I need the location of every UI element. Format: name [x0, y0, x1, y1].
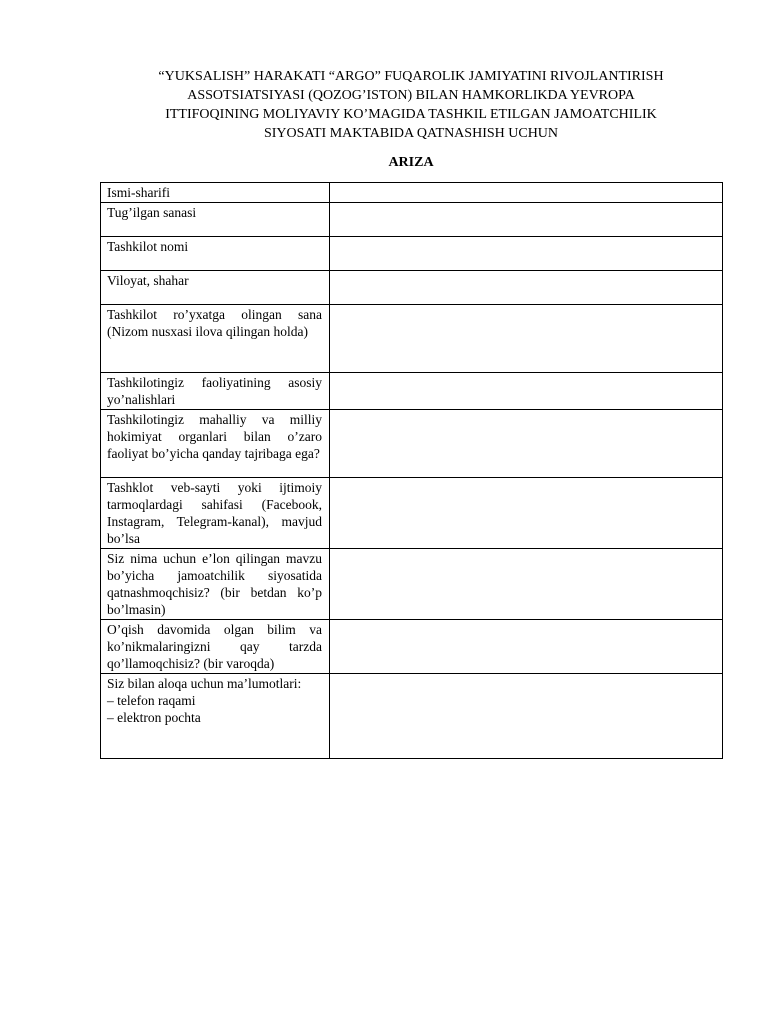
table-row — [101, 271, 723, 305]
table-row — [101, 373, 723, 410]
field-label-line: Viloyat, shahar — [107, 273, 189, 288]
field-value-cell[interactable] — [330, 237, 723, 271]
field-value-cell[interactable] — [330, 674, 723, 759]
table-row — [101, 674, 723, 759]
field-label-line: Ismi-sharifi — [107, 185, 170, 200]
field-label-line: O’qish davomida olgan bilim va ko’nikmalaringizni qay tarzda qo’llamoqchisiz? (bir varoqda) — [107, 622, 322, 671]
field-label-line: Tashklot veb-sayti yoki ijtimoiy tarmoqlardagi sahifasi (Facebook, Instagram, Telegram-kanal), mavjud bo’lsa — [107, 480, 322, 546]
field-value-cell[interactable] — [330, 271, 723, 305]
table-row — [101, 620, 723, 674]
field-value-cell[interactable] — [330, 305, 723, 373]
table-row — [101, 183, 723, 203]
document-subtitle: ARIZA — [388, 155, 434, 170]
field-label — [101, 203, 330, 237]
field-label — [101, 271, 330, 305]
table-row — [101, 237, 723, 271]
title-line: ASSOTSIATSIYASI (QOZOG’ISTON) BILAN HAMKORLIKDA YEVROPA — [187, 88, 635, 103]
table-row — [101, 549, 723, 620]
field-label-line: Siz nima uchun e’lon qilingan mavzu bo’yicha jamoatchilik siyosatida qatnashmoqchisiz? (bir betdan ko’p bo’lmasin) — [107, 551, 322, 617]
field-value-cell[interactable] — [330, 410, 723, 478]
table-row — [101, 305, 723, 373]
field-label-line: – telefon raqami — [107, 693, 196, 708]
field-value-cell[interactable] — [330, 478, 723, 549]
field-label — [101, 620, 330, 674]
application-form-table — [100, 182, 723, 759]
field-label — [101, 478, 330, 549]
table-row — [101, 203, 723, 237]
field-label — [101, 674, 330, 759]
field-label — [101, 237, 330, 271]
field-label — [101, 373, 330, 410]
field-value-cell[interactable] — [330, 373, 723, 410]
field-value-cell[interactable] — [330, 203, 723, 237]
field-label — [101, 183, 330, 203]
field-value-cell[interactable] — [330, 620, 723, 674]
field-label-line: Tashkilot ro’yxatga olingan sana (Nizom nusxasi ilova qilingan holda) — [107, 307, 322, 339]
field-label-line: Tashkilotingiz faoliyatining asosiy yo’nalishlari — [107, 375, 322, 407]
table-row — [101, 410, 723, 478]
field-label-line: Siz bilan aloqa uchun ma’lumotlari: — [107, 676, 302, 691]
field-label — [101, 305, 330, 373]
field-label-line: Tug’ilgan sanasi — [107, 205, 197, 220]
document-title — [100, 67, 722, 143]
field-value-cell[interactable] — [330, 183, 723, 203]
field-label — [101, 410, 330, 478]
field-label-line: Tashkilotingiz mahalliy va milliy hokimiyat organlari bilan o’zaro faoliyat bo’yicha qanday tajribaga ega? — [107, 412, 322, 461]
field-label-line: Tashkilot nomi — [107, 239, 189, 254]
field-value-cell[interactable] — [330, 549, 723, 620]
table-row — [101, 478, 723, 549]
title-line: “YUKSALISH” HARAKATI “ARGO” FUQAROLIK JAMIYATINI RIVOJLANTIRISH — [158, 69, 664, 84]
field-label-line: – elektron pochta — [107, 710, 201, 725]
title-line: ITTIFOQINING MOLIYAVIY KO’MAGIDA TASHKIL ETILGAN JAMOATCHILIK — [165, 107, 657, 122]
field-label — [101, 549, 330, 620]
title-line: SIYOSATI MAKTABIDA QATNASHISH UCHUN — [263, 126, 559, 141]
